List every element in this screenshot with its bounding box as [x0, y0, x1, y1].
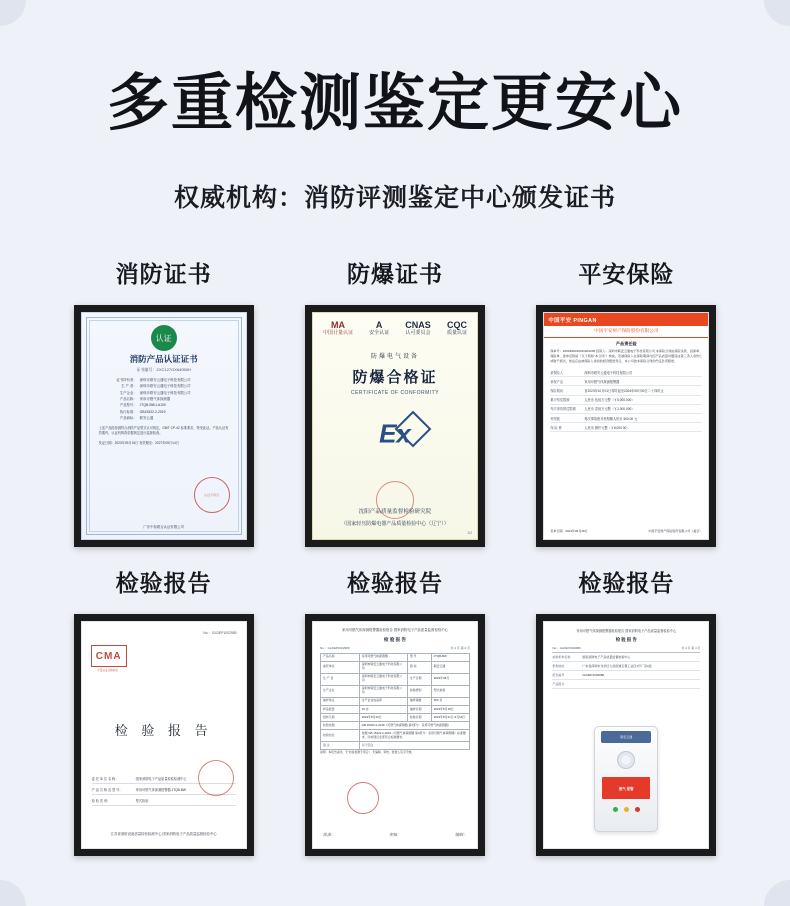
cma-mark-label: 计量认证合格标志	[97, 669, 119, 673]
fire-certificate-sheet	[81, 312, 247, 540]
table-cell: 15 台	[359, 705, 407, 713]
field-value: 家用可燃气体探测报警器 JTQB-BW	[135, 787, 186, 792]
table-row	[320, 697, 469, 705]
field-value: 广东省深圳市龙华区大浪街道石观工业区1号厂房3层	[582, 664, 652, 669]
field-row	[99, 410, 229, 415]
device-led-row	[595, 807, 657, 812]
signature-review: 审核：	[388, 832, 401, 838]
table-row	[320, 742, 469, 750]
card-title-insurance: 平安保险	[578, 261, 675, 288]
report-number: No.：GLDEP1002980	[203, 631, 237, 636]
table-row	[320, 722, 469, 730]
field-row	[550, 405, 702, 414]
signature-prepare: 编制：	[454, 832, 467, 838]
led-yellow-icon	[624, 807, 629, 812]
photo-frame-report-2	[305, 614, 485, 856]
table-row	[320, 673, 469, 685]
page-number: 共 4 页 第 4 页	[681, 646, 701, 651]
field-row	[552, 671, 700, 680]
table-cell: 型 号	[407, 653, 431, 661]
table-row	[320, 661, 469, 673]
table-cell: 2023年8月21日-9月15日	[431, 714, 469, 722]
signature-approve: 批准：	[322, 832, 335, 838]
insurance-brand: 中国平安 PINGAN	[544, 313, 708, 326]
field-row	[99, 397, 229, 402]
table-cell: 到样日期	[320, 714, 359, 722]
certificate-grid	[0, 256, 790, 856]
page-number: 共 4 页 第 2 页	[450, 645, 470, 650]
field-value: 家用可燃气体探测报警器	[584, 379, 620, 384]
insurance-fields	[544, 364, 708, 432]
table-cell: 样品数量	[320, 705, 359, 713]
ex-mark-icon	[360, 412, 430, 456]
field-value: 深圳市联安云通电子科技有限公司	[139, 384, 191, 389]
field-key: 执行标准：	[119, 409, 137, 414]
table-row	[320, 705, 469, 713]
field-key: 证书持有者：	[116, 378, 137, 383]
issuer-seal-text: 中国平安财产保险股份有限公司（盖章）	[648, 529, 703, 534]
table-cell: 2023年8月20日	[359, 714, 407, 722]
field-row	[550, 386, 702, 395]
field-row	[92, 795, 236, 806]
table-cell: 检验日期	[407, 714, 431, 722]
explosion-proof-title: 防爆合格证	[352, 368, 438, 386]
report-number: No.：GLDEP1002980	[552, 646, 581, 651]
field-key: 机构地址	[552, 664, 565, 669]
field-key: 委 托 单 位 名 称：	[91, 776, 119, 781]
field-value: 深圳市联安云通电子科技有限公司	[139, 390, 191, 395]
table-row	[320, 730, 469, 742]
table-cell: JTQB-BW	[431, 653, 469, 661]
field-key: 产品型号：	[119, 403, 137, 408]
fire-cert-number: 证书编号：ZXC127GX64050H	[136, 367, 191, 373]
fire-cert-issuer: 广东中检联合认证有限公司	[143, 525, 184, 530]
field-value: GB15322.2-2019	[139, 409, 166, 414]
certificate-card-report-1[interactable]	[48, 565, 279, 856]
table-row	[320, 685, 469, 697]
field-key: 生 产 者：	[121, 384, 137, 389]
table-cell: 500 台	[431, 697, 469, 705]
report-title: 检 验 报 告	[114, 723, 213, 739]
field-key: 每次事故赔偿限额	[550, 407, 576, 412]
report-number: No.：GLDEP1002980	[319, 645, 350, 650]
fire-cert-title: 消防产品认证证书	[129, 354, 198, 365]
table-cell: 深圳市联安云通电子科技有限公司	[359, 685, 407, 697]
table-cell: 产品名称	[320, 653, 359, 661]
field-value: 自2023年10月01日零时起至2024年09月30日二十四时止	[584, 388, 664, 393]
table-cell: 生产日期	[407, 673, 431, 685]
explosion-proof-subtitle: CERTIFICATE OF CONFORMITY	[350, 389, 440, 396]
field-row	[99, 416, 229, 421]
photo-frame-report-3	[536, 614, 716, 856]
report-2-header: 家用可燃气体探测报警器检验报告 国家消防电子产品质量监督检验中心	[341, 628, 449, 633]
cnas-logo-icon: CNAS 认可委员会	[405, 320, 431, 337]
field-key: 累计赔偿限额	[550, 398, 570, 403]
report-3-sheet	[543, 621, 709, 849]
field-value: 型式检验	[135, 798, 149, 803]
certificate-card-insurance[interactable]	[511, 256, 742, 547]
led-red-icon	[635, 807, 640, 812]
field-key: 保 险 费	[550, 425, 562, 430]
table-cell: 2023年08月	[431, 673, 469, 685]
explosion-proof-sheet	[312, 312, 478, 540]
report-3-title: 检 验 报 告	[615, 637, 637, 643]
certificate-card-fire[interactable]	[48, 256, 279, 547]
field-row	[550, 377, 702, 386]
field-row	[550, 396, 702, 405]
table-cell: GB 15322.2-2019《可燃气体探测器 第2部分：家用可燃气体探测器》	[359, 722, 469, 730]
page-subtitle: 权威机构：消防评测鉴定中心颁发证书	[173, 184, 616, 213]
report-2-table	[320, 653, 470, 751]
field-row	[99, 378, 229, 383]
field-row	[552, 653, 700, 662]
report-1-issuer: 江苏省消防设备质量检验检测中心 国家消防电子产品质量监督检验中心	[110, 832, 217, 837]
field-key: 产品照片	[552, 682, 565, 687]
certificate-card-report-3[interactable]	[511, 565, 742, 856]
cma-mark-icon: CMA	[91, 645, 127, 667]
field-row	[99, 403, 229, 408]
card-title-fire: 消防证书	[115, 261, 212, 288]
insurance-footer	[550, 529, 702, 533]
table-cell: 深圳市联安云通电子科技有限公司	[359, 673, 407, 685]
field-value: 每次事故绝对免赔额人民币 500.00 元	[584, 416, 638, 421]
field-value: 深圳市联安云通电子科技有限公司	[139, 378, 191, 383]
table-cell: 深圳市联安云通电子科技有限公司	[359, 661, 407, 673]
table-cell: 生产企业成品库	[359, 697, 407, 705]
field-value: 联安云通	[139, 415, 154, 420]
report-2-title: 检 验 报 告	[383, 636, 407, 642]
ex-letters: Ex	[379, 418, 411, 449]
field-key: 被保险人	[550, 370, 564, 375]
table-cell: 委托单位	[320, 661, 359, 673]
red-seal-stamp	[347, 782, 379, 814]
certificate-card-explosion-proof[interactable]	[279, 256, 510, 547]
field-row	[552, 680, 700, 689]
cma-logo-icon: MA 中国计量认证	[322, 320, 353, 337]
table-row	[320, 653, 469, 661]
table-cell: 联安云通	[431, 661, 469, 673]
table-cell: 型式检验	[431, 685, 469, 697]
report-2-meta	[320, 646, 470, 650]
card-title-report-2: 检验报告	[346, 570, 443, 597]
field-key: 产 品 名 称 及 型 号：	[91, 787, 123, 792]
card-title-report-3: 检验报告	[578, 570, 675, 597]
insurance-company: 中国平安财产保险股份有限公司	[544, 326, 708, 338]
issue-date: 签单日期：2023年09月28日	[550, 529, 588, 534]
report-2-signatures	[323, 832, 467, 838]
field-value: 人民币 壹佰万元整（￥1,000,000）	[584, 407, 635, 412]
table-cell: 以下空白	[359, 742, 469, 750]
card-title-report-1: 检验报告	[115, 570, 212, 597]
device-speaker-icon	[617, 751, 635, 769]
field-key: 检 验 类 别：	[91, 798, 111, 803]
equipment-kind: 防爆电气设备	[370, 353, 419, 360]
field-value: 国家消防电子产品质量检验检测中心	[135, 776, 187, 781]
field-key: 产品名称：	[119, 396, 137, 401]
report-3-meta	[552, 646, 700, 653]
table-row	[320, 714, 469, 722]
field-row	[550, 368, 702, 377]
fire-cert-issue-date: 发证日期：2023年09月15日 有效期至：2027年09月14日	[98, 441, 179, 446]
photo-frame-fire	[74, 305, 254, 547]
field-value: 人民币 捌仟元整（￥8,000.00）	[584, 425, 630, 430]
insurance-paragraph: 保单号：1062480015311601205 投保人：深圳市联安云通电子科技有限公司 本保险合同由保险条款、投保单、保险单、批单及附贴（以下简称“本合同”）构成。若被保险人在保险期间内因产品质量问题造成第三者人身伤亡或财产损失，依法应由被保险人承担的经济赔偿责任，本公司按本保险合同的约定负责赔偿。	[550, 349, 703, 364]
field-value: 家用可燃气体探测器	[139, 396, 171, 401]
accreditation-logos	[319, 319, 471, 336]
field-row	[550, 414, 702, 423]
table-cell: 检验依据	[320, 722, 359, 730]
field-value: 国家消防电子产品质量监督检验中心	[582, 655, 631, 660]
insurance-sheet	[543, 312, 709, 540]
page-number: 1/2	[467, 531, 472, 536]
device-warning-label: 燃气 报警	[602, 777, 650, 799]
led-green-icon	[613, 807, 618, 812]
table-cell: 生产企业	[320, 685, 359, 697]
page-title: 多重检测鉴定更安心	[106, 69, 683, 138]
field-key: 报告编号	[552, 673, 565, 678]
photo-frame-insurance	[536, 305, 716, 547]
field-row	[550, 423, 702, 432]
field-row	[552, 662, 700, 671]
field-value: 深圳市联安云通电子科技有限公司	[584, 370, 633, 375]
report-1-sheet	[81, 621, 247, 849]
fire-cert-fields	[99, 378, 229, 421]
table-cell: 抽样基数	[407, 697, 431, 705]
red-seal-stamp	[198, 760, 234, 796]
report-3-header: 家用可燃气体探测报警器检验报告 国家消防电子产品质量监督检验中心	[576, 629, 677, 634]
field-value: GLDEP1002980	[582, 673, 605, 678]
table-cell: 抽样地点	[320, 697, 359, 705]
report-2-note: 说明：本报告涂改、无“检验检测专用章”、无编制、审核、批准人签字无效。	[319, 750, 415, 755]
table-cell: 生 产 者	[320, 673, 359, 685]
table-cell: 2023年8月18日	[431, 705, 469, 713]
table-cell: 依据 GB 15322.2-2019《可燃气体探测器 第2部分：家用可燃气体探测器》标准要求，所检项目全部符合标准要求。	[359, 730, 469, 742]
field-row	[99, 384, 229, 389]
certification-badge-icon: 认证	[151, 325, 177, 351]
field-key: 承保产品	[550, 379, 564, 384]
field-key: 免赔额	[550, 416, 560, 421]
certificate-card-report-2[interactable]	[279, 565, 510, 856]
table-cell: 商 标	[407, 661, 431, 673]
table-cell: 备 注	[320, 742, 359, 750]
table-cell: 抽样日期	[407, 705, 431, 713]
field-key: 检验机构名称	[552, 655, 571, 660]
cqc-logo-icon: CQC 质量认证	[446, 320, 467, 337]
photo-frame-report-1	[74, 614, 254, 856]
field-key: 生产企业：	[119, 390, 137, 395]
table-cell: 检验类别	[407, 685, 431, 697]
device-brand-strip: 联安云通	[601, 731, 651, 743]
a-mark-logo-icon: A 安全认证	[369, 320, 390, 337]
insurance-section-title: 产品责任险	[615, 341, 637, 347]
field-value: 人民币 伍佰万元整（￥5,000,000）	[584, 398, 635, 403]
field-key: 产品商标：	[119, 415, 137, 420]
field-value: JTQB-BW-LA100	[139, 403, 166, 408]
fire-cert-paragraph: 上述产品经检测符合消防产品型式认可规定，GB/T CP-42 标准要求，特发此证。产品认证有效期内，认证机构将依据规定进行监督检查。	[98, 426, 229, 436]
table-cell: 家用可燃气体探测器	[359, 653, 407, 661]
photo-frame-explosion-proof	[305, 305, 485, 547]
report-2-sheet	[312, 621, 478, 849]
field-key: 保险期间	[550, 388, 564, 393]
field-row	[99, 391, 229, 396]
explosion-proof-issuer: 沈阳产品质量监督检验研究院	[358, 509, 432, 516]
explosion-proof-issuer-sub: （国家轻压防爆电器产品质量检验中心（辽宁））	[341, 521, 449, 528]
gas-detector-device-photo	[594, 726, 658, 832]
table-cell: 检验结论	[320, 730, 359, 742]
red-seal-stamp: 认证专用章	[194, 477, 230, 513]
card-title-explosion-proof: 防爆证书	[346, 261, 443, 288]
